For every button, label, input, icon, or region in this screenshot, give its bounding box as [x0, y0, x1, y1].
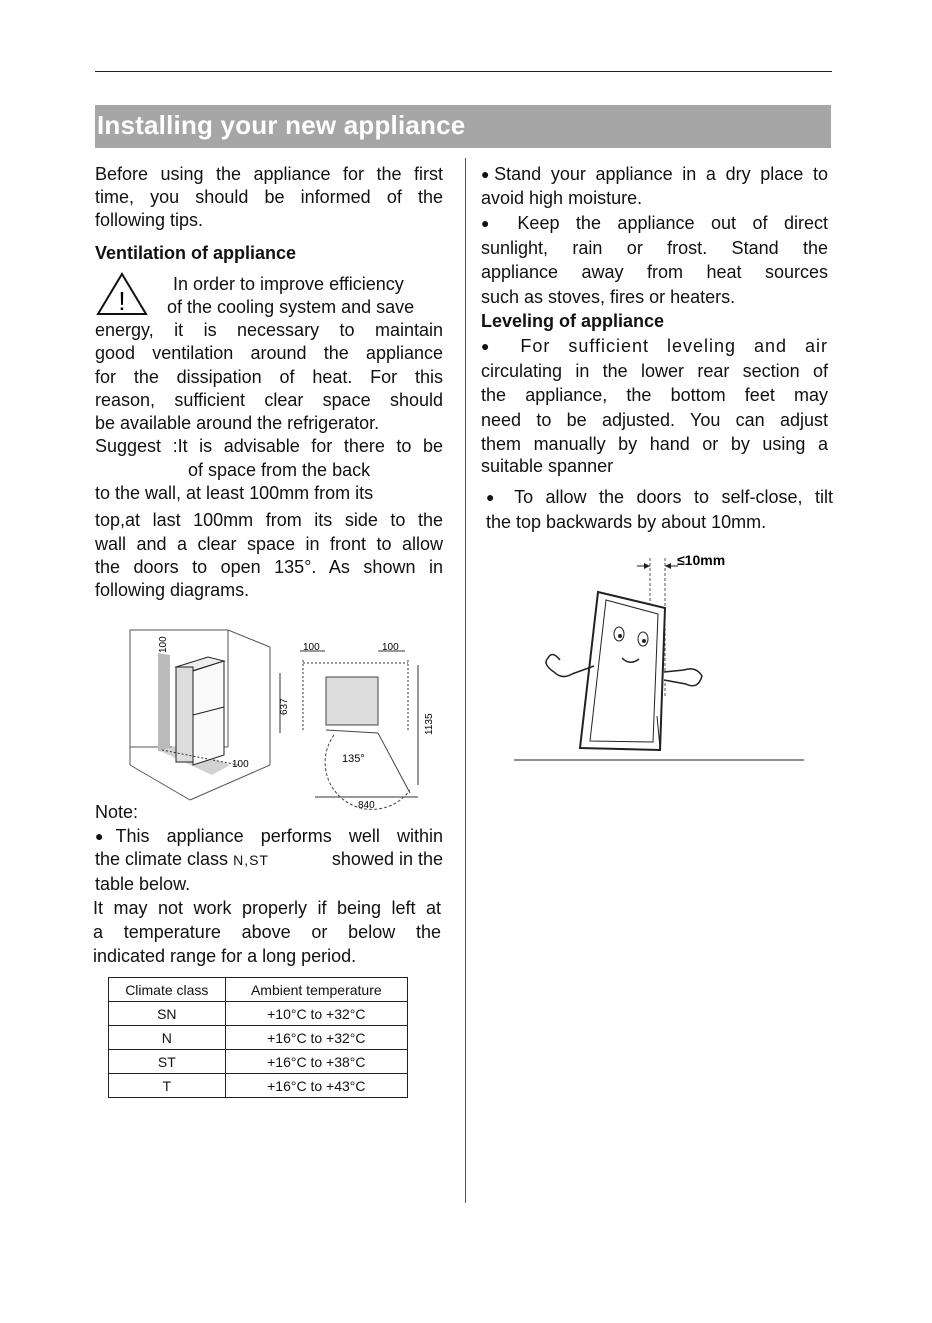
table-cell: T	[109, 1074, 226, 1098]
clearance-diagram	[120, 625, 450, 810]
bullet-icon: ●	[481, 215, 501, 231]
table-cell: SN	[109, 1002, 226, 1026]
table-cell: +16°C to +32°C	[225, 1026, 407, 1050]
bullet-icon: ●	[95, 828, 116, 844]
side-clearance-label: 100	[232, 759, 249, 770]
vent-line-8: Suggest :It is advisable for there to be	[95, 436, 443, 456]
bullet-icon: ●	[481, 338, 503, 354]
table-cell: +10°C to +32°C	[225, 1002, 407, 1026]
bullet-icon: ●	[481, 166, 495, 182]
dry-place-line-2: avoid high moisture.	[481, 188, 643, 208]
column-divider	[465, 158, 466, 1203]
waving-hand-icon	[546, 654, 594, 676]
leveling-line-6: suitable spanner	[481, 456, 614, 476]
table-cell: N	[109, 1026, 226, 1050]
self-close-line-1: ● To allow the doors to self-close, tilt	[486, 487, 833, 507]
vent-line-10: to the wall, at least 100mm from its	[95, 483, 374, 503]
intro-line-3: following tips.	[95, 210, 204, 230]
note-label: Note:	[95, 802, 139, 822]
intro-line-1: Before using the appliance for the first	[95, 164, 443, 184]
leveling-line-5: them manually by hand or by using a	[481, 434, 828, 454]
vent-line-14: following diagrams.	[95, 580, 250, 600]
table-header-row	[109, 978, 408, 1002]
bullet-icon: ●	[486, 489, 502, 505]
note-line-2: the climate class N,ST showed in the	[95, 849, 443, 869]
leveling-line-2: circulating in the lower rear section of	[481, 361, 828, 381]
vent-line-13: the doors to open 135°. As shown in	[95, 557, 443, 577]
vent-line-12: wall and a clear space in front to allow	[95, 534, 443, 554]
table-row	[109, 1050, 408, 1074]
climate-class-table	[108, 977, 408, 1098]
door-angle-label: 135°	[342, 753, 365, 765]
table-row	[109, 1002, 408, 1026]
section-banner	[95, 105, 831, 148]
top-clearance-label: 100	[158, 636, 169, 653]
warn-line-1: It may not work properly if being left at	[93, 898, 441, 918]
vent-line-7: be available around the refrigerator.	[95, 413, 380, 433]
plan-right-clearance-label: 100	[382, 642, 399, 653]
ventilation-heading: Ventilation of appliance	[95, 243, 297, 263]
table-cell: +16°C to +38°C	[225, 1050, 407, 1074]
fridge-3d	[176, 657, 224, 765]
tilt-gap-label: ≤10mm	[677, 552, 726, 568]
warn-line-2: a temperature above or below the	[93, 922, 441, 942]
table-header: Climate class	[109, 978, 226, 1002]
vent-line-4: good ventilation around the appliance	[95, 343, 443, 363]
leveling-heading: Leveling of appliance	[481, 311, 665, 331]
sunlight-line-3: appliance away from heat sources	[481, 262, 828, 282]
tilt-illustration	[512, 548, 812, 763]
leveling-line-4: need to be adjusted. You can adjust	[481, 410, 828, 430]
dry-place-line-1: ●Stand your appliance in a dry place to	[481, 164, 828, 184]
table-header: Ambient temperature	[225, 978, 407, 1002]
table-cell: ST	[109, 1050, 226, 1074]
warning-triangle-icon	[96, 271, 148, 317]
leveling-line-1: ● For sufficient leveling and air	[481, 336, 828, 356]
note-line-3: table below.	[95, 874, 191, 894]
vent-line-11: top,at last 100mm from its side to the	[95, 510, 443, 530]
note-line-1: ●This appliance performs well within	[95, 826, 443, 846]
sunlight-line-1: ● Keep the appliance out of direct	[481, 213, 828, 233]
height-label: 1135	[424, 713, 435, 735]
sunlight-line-2: sunlight, rain or frost. Stand the	[481, 238, 828, 258]
tilted-fridge	[580, 592, 665, 750]
warn-line-3: indicated range for a long period.	[93, 946, 357, 966]
table-cell: +16°C to +43°C	[225, 1074, 407, 1098]
table-row	[109, 1026, 408, 1050]
depth-label: 637	[279, 698, 290, 715]
self-close-line-2: the top backwards by about 10mm.	[486, 512, 767, 532]
vent-line-6: reason, sufficient clear space should	[95, 390, 443, 410]
intro-line-2: time, you should be informed of the	[95, 187, 443, 207]
vent-line-9: of space from the back	[188, 460, 371, 480]
header-rule	[95, 71, 832, 72]
page-title: Installing your new appliance	[97, 110, 466, 140]
vent-line-2: of the cooling system and save	[167, 297, 415, 317]
vent-line-1: In order to improve efficiency	[173, 274, 404, 294]
table-row	[109, 1074, 408, 1098]
plan-left-clearance-label: 100	[303, 642, 320, 653]
pointing-hand-icon	[664, 669, 702, 686]
width-label: 840	[358, 800, 375, 810]
warning-symbol: !	[118, 286, 126, 316]
sunlight-line-4: such as stoves, fires or heaters.	[481, 287, 736, 307]
vent-line-5: for the dissipation of heat. For this	[95, 367, 443, 387]
leveling-line-3: the appliance, the bottom feet may	[481, 385, 828, 405]
vent-line-3: energy, it is necessary to maintain	[95, 320, 443, 340]
